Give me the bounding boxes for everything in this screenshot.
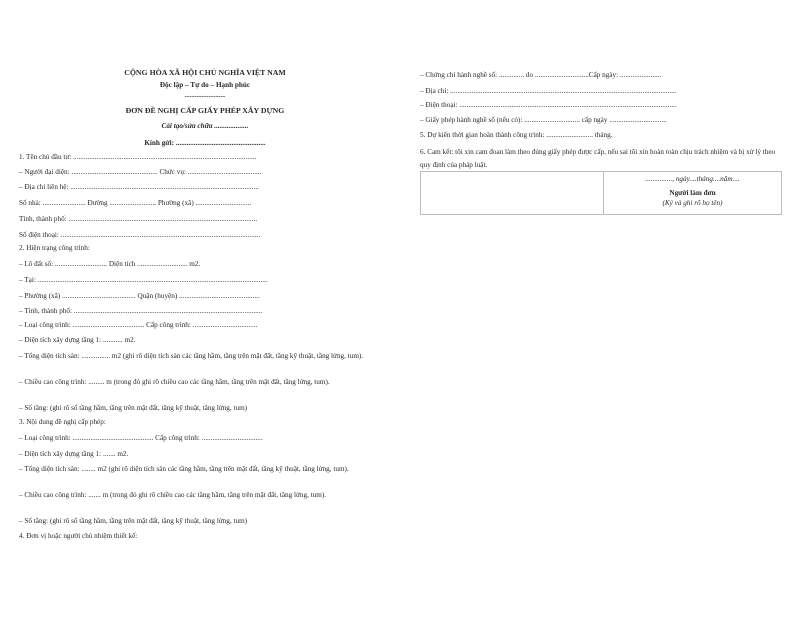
floor-count-line-2: – Số tầng: (ghi rõ số tầng hầm, tầng trên mặt đất, tầng kỹ thuật, tầng lửng, tum) [19,517,248,525]
total-floor-area-line: – Tổng diện tích sàn: ................ m2 (ghi rõ diện tích sàn các tầng hầm, tầng trên mặt đất, tầng kỹ thuật, tầng lửng, tum). [19,352,364,360]
phone-line: Số điện thoại: ............................................................................................................... [19,231,261,239]
house-number-line: Số nhà: ........................ Đường .......................... Phường (xã) ............................... [19,199,252,207]
province-line: Tỉnh, thành phố: ......................................................................................................... [19,215,258,223]
location-line: – Tại: ................................................................................................................................ [19,276,268,284]
section-2-heading: 2. Hiện trạng công trình: [19,244,90,252]
building-type-line: – Loại công trình: ........................................ Cấp công trình: .................................... [19,321,258,329]
addressee-line: Kính gửi: .................................................. [144,139,266,147]
section-4-heading: 4. Đơn vị hoặc người chủ nhiệm thiết kế: [19,532,138,540]
building-height-line: – Chiều cao công trình: ......... m (trong đó ghi rõ chiều cao các tầng hầm, tầng trên mặt đất, tầng lửng, tum). [19,378,330,386]
signature-table [420,171,782,215]
form-subtitle: Cải tạo/sửa chữa ................... [161,122,249,130]
section-6-commitment: 6. Cam kết: tôi xin cam đoan làm theo đúng giấy phép được cấp, nếu sai tôi xin hoàn toàn chịu trách nhiệm và bị xử lý theo quy định của pháp luật. [420,148,776,169]
section-3-heading: 3. Nội dung đề nghị cấp phép: [19,418,106,426]
form-title: ĐƠN ĐỀ NGHỊ CẤP GIẤY PHÉP XÂY DỰNG [125,106,285,115]
practice-license-line: – Giấy phép hành nghề số (nếu có): ............................... cấp ngày ................................ [420,116,667,124]
lot-line: – Lô đất số: ............................. Diện tích ............................ m2. [19,260,201,268]
ward-district-line: – Phường (xã) ......................................... Quận (huyện) ............................................. [19,292,260,300]
ground-floor-area-line-2: – Diện tích xây dựng tầng 1: ....... m2. [19,450,129,458]
contact-address-line: – Địa chỉ liên hệ: ......................................................................................................... [19,183,259,191]
designer-address-line: – Địa chỉ: .............................................................................................................................. [420,87,677,95]
province-line-2: – Tỉnh, thành phố: ......................................................................................................... [19,307,263,315]
certificate-line: – Chứng chỉ hành nghề số: .............. do ..............................Cấp ngày: ....................... [420,71,662,79]
designer-phone-line: – Điện thoại: ......................................................................................................................... [420,101,677,109]
building-type-line-2: – Loại công trình: ............................................. Cấp công trình: .................................. [19,434,263,442]
building-height-line-2: – Chiều cao công trình: ....... m (trong đó ghi rõ chiều cao các tầng hầm, tầng trên mặt đất, tầng lửng, tum). [19,491,327,499]
motto: Độc lập – Tự do – Hạnh phúc [159,81,251,89]
representative-line: – Người đại diện: ................................................ Chức vụ: ......................................... [19,168,262,176]
ground-floor-area-line: – Diện tích xây dựng tầng 1: ........... m2. [19,336,136,344]
country-heading: CỘNG HÒA XÃ HỘI CHỦ NGHĨA VIỆT NAM [124,68,286,77]
investor-name-line: 1. Tên chủ đầu tư: ...................................................................................................... [19,153,257,161]
signature-cell [604,172,782,215]
floor-count-line: – Số tầng: (ghi rõ số tầng hầm, tầng trên mặt đất, tầng kỹ thuật, tầng lửng, tum) [19,404,248,412]
signature-date-line: ..............., ngày....tháng....năm.... [645,175,740,183]
signature-table-empty-cell [421,172,604,215]
motto-separator: ----------------- [184,92,226,100]
section-5-line: 5. Dự kiến thời gian hoàn thành công trình: .......................... tháng. [420,131,613,139]
signer-title: Người làm đơn [669,189,716,198]
total-floor-area-line-2: – Tổng diện tích sàn: ........ m2 (ghi rõ diện tích sàn các tầng hầm, tầng trên mặt đất, tầng kỹ thuật, tầng lửng, tum). [19,465,349,473]
signer-note: (Ký và ghi rõ họ tên) [662,199,723,208]
